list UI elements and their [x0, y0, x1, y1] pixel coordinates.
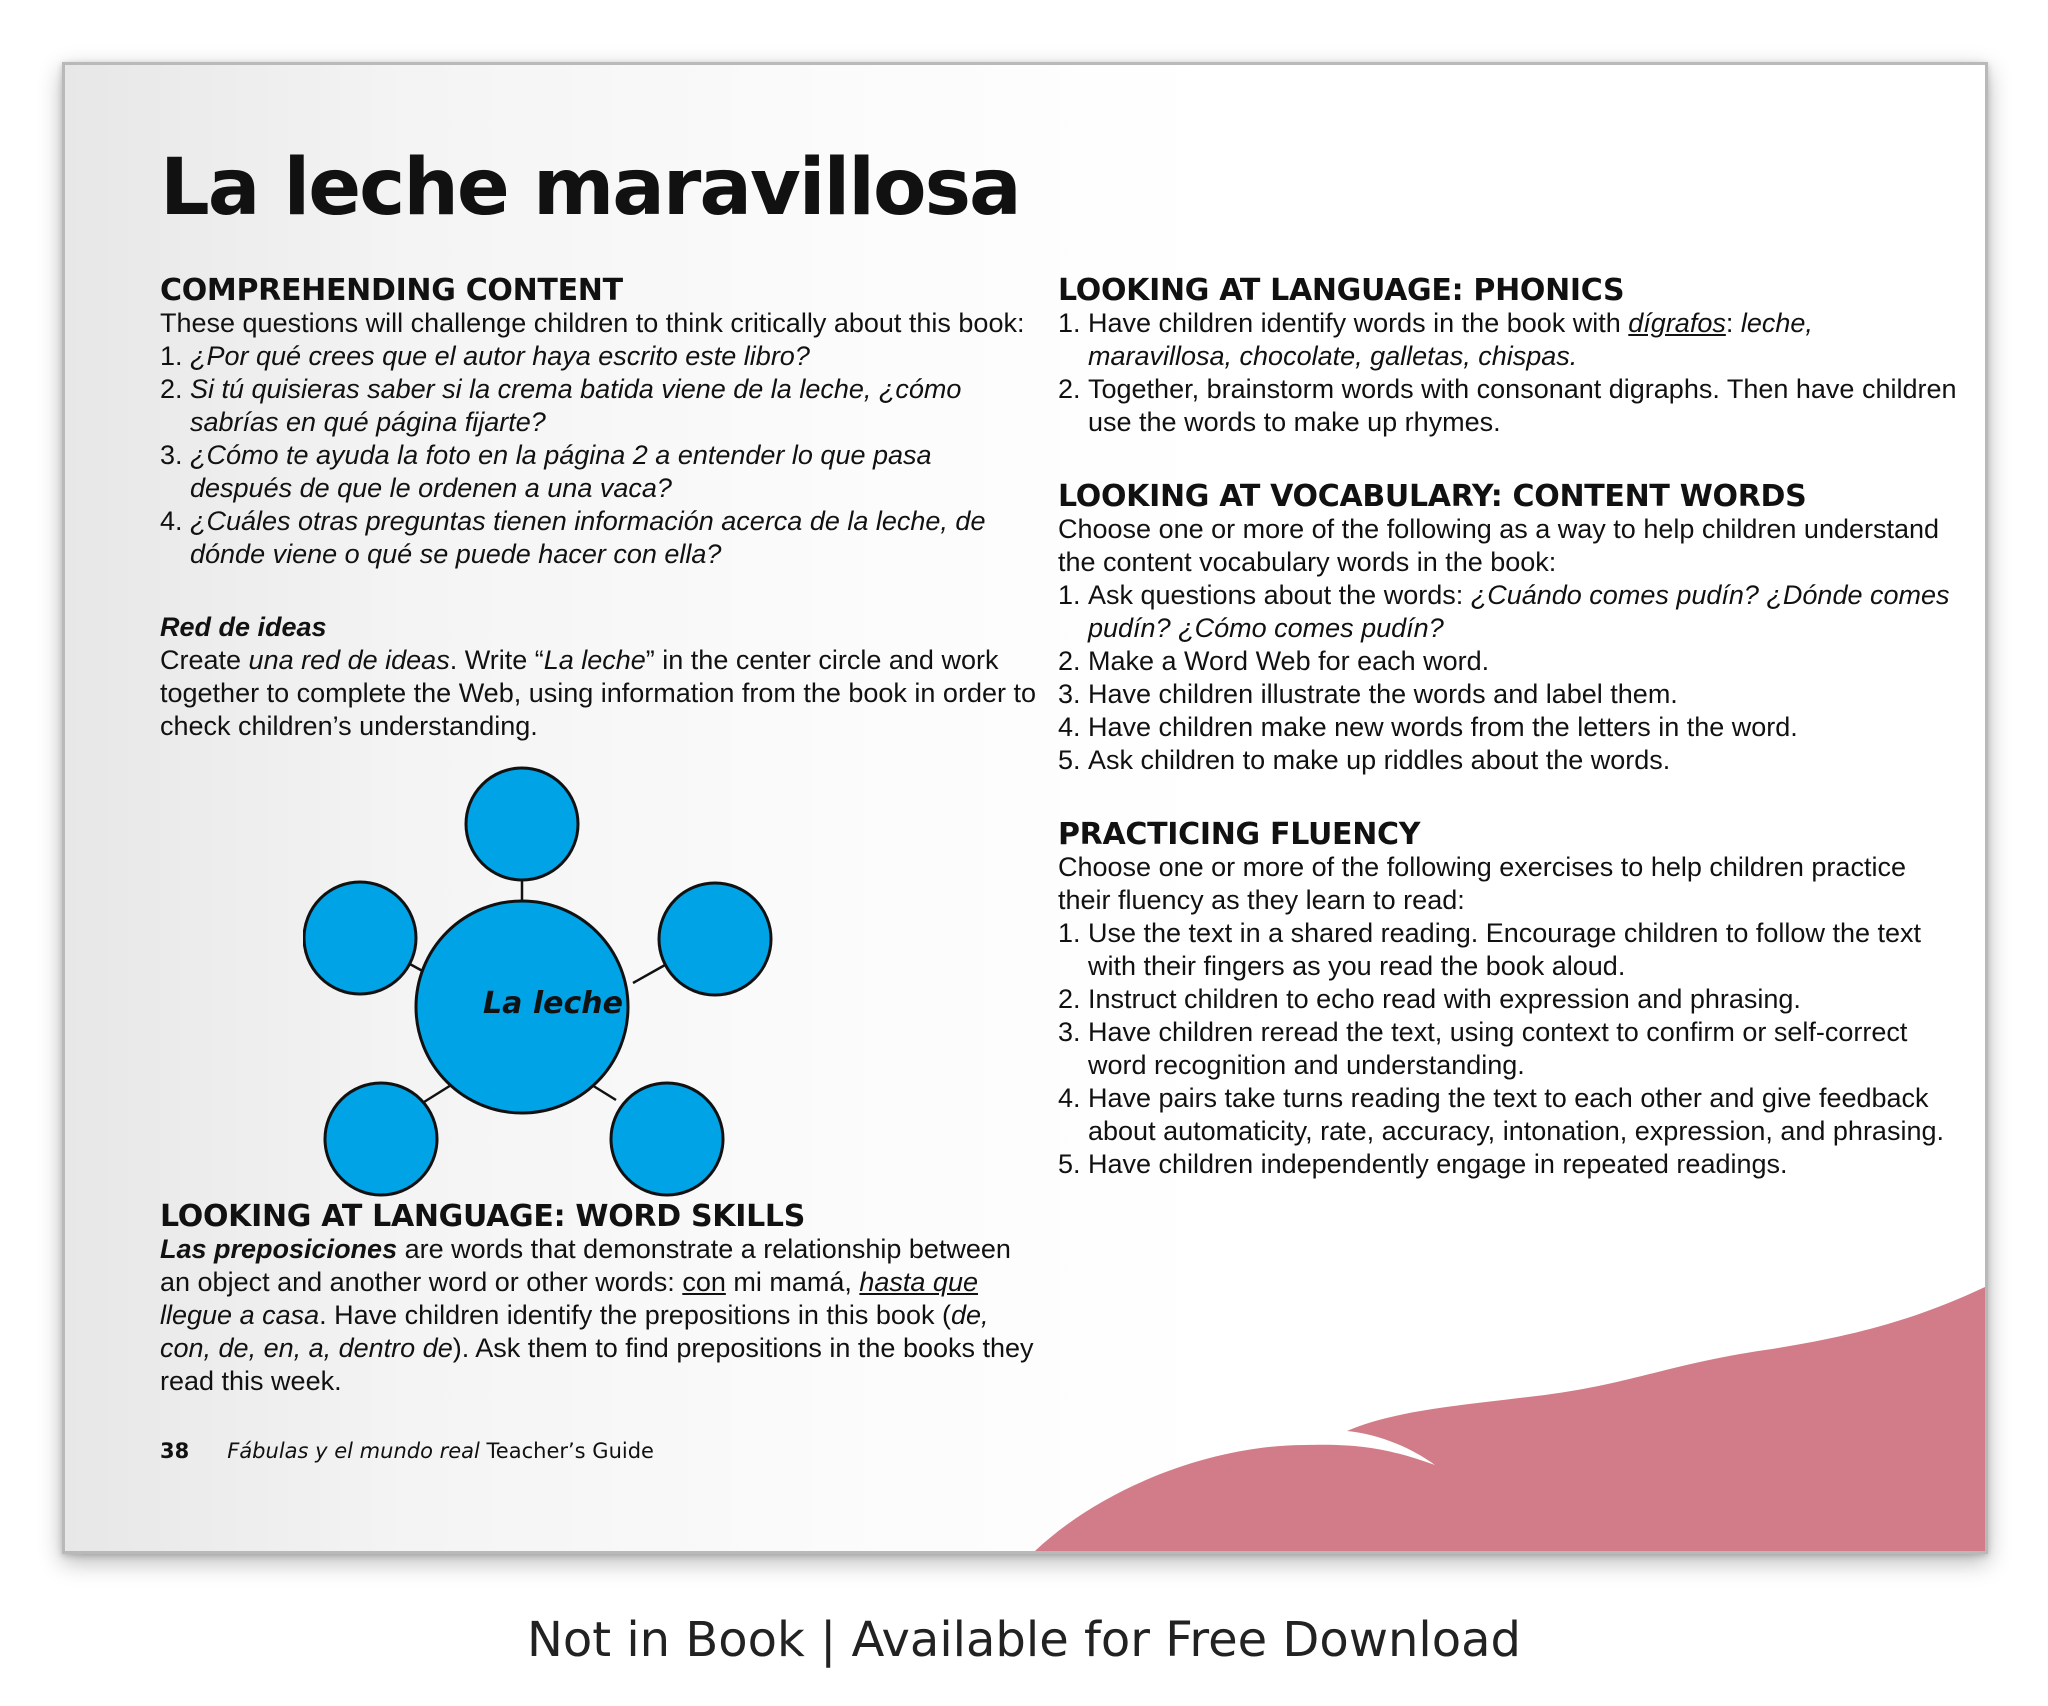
phonics-heading: LOOKING AT LANGUAGE: PHONICS	[1058, 273, 1625, 308]
vocabulary-heading: LOOKING AT VOCABULARY: CONTENT WORDS	[1058, 479, 1807, 514]
web-connector	[633, 965, 665, 983]
list-item: 4. Have pairs take turns reading the text to each other and give feedback about automaticity, rate, accuracy, intonation, expression, and phrasing.	[1058, 1083, 1944, 1146]
word-skills-section	[160, 1199, 1040, 1398]
word-skills-heading: LOOKING AT LANGUAGE: WORD SKILLS	[160, 1199, 806, 1234]
page-number: 38	[160, 1439, 190, 1463]
fluency-intro: Choose one or more of the following exercises to help children practice their fluency as they learn to read:	[1058, 852, 1906, 915]
list-item: 1. ¿Por qué crees que el autor haya escrito este libro?	[160, 341, 810, 371]
web-outer-circle	[659, 883, 771, 995]
list-item: 3. Have children illustrate the words and label them.	[1058, 679, 1678, 709]
list-item: 2. Instruct children to echo read with expression and phrasing.	[1058, 984, 1801, 1014]
web-outer-circle	[325, 1083, 437, 1195]
list-item: 4. ¿Cuáles otras preguntas tienen información acerca de la leche, de dónde viene o qué se puede hacer con ella?	[160, 506, 986, 569]
vocabulary-list	[1058, 579, 1958, 777]
list-item: 1. Ask questions about the words: ¿Cuándo comes pudín? ¿Dónde comes pudín? ¿Cómo comes pudín?	[1058, 580, 1950, 643]
red-de-ideas-text: Create una red de ideas. Write “La leche” in the center circle and work together to complete the Web, using information from the book in order to check children’s understanding.	[160, 645, 1036, 741]
guide-page	[62, 62, 1988, 1554]
list-item: 5. Have children independently engage in repeated readings.	[1058, 1149, 1788, 1179]
red-de-ideas-heading: Red de ideas	[160, 612, 327, 642]
web-outer-circle	[466, 768, 578, 880]
list-item: 2. Together, brainstorm words with consonant digraphs. Then have children use the words to make up rhymes.	[1058, 374, 1957, 437]
guide-label: Teacher’s Guide	[479, 1439, 654, 1463]
list-item: 4. Have children make new words from the letters in the word.	[1058, 712, 1798, 742]
web-outer-circle	[304, 882, 416, 994]
web-outer-circle	[611, 1083, 723, 1195]
list-item: 2. Si tú quisieras saber si la crema batida viene de la leche, ¿cómo sabrías en qué página fijarte?	[160, 374, 962, 437]
wave-shape	[1035, 1287, 1985, 1551]
list-item: 3. ¿Cómo te ayuda la foto en la página 2 a entender lo que pasa después de que le ordenen a una vaca?	[160, 440, 932, 503]
page-footer	[160, 1439, 654, 1463]
list-item: 2. Make a Word Web for each word.	[1058, 646, 1490, 676]
phonics-list	[1058, 307, 1958, 439]
download-banner: Not in Book | Available for Free Download	[526, 1612, 1521, 1668]
comprehending-intro: These questions will challenge children to think critically about this book:	[160, 308, 1025, 338]
comprehending-list	[160, 340, 1040, 571]
word-skills-text: Las preposiciones are words that demonstrate a relationship between an object and another word or other words: con mi mamá, hasta que llegue a casa. Have children identify the prepositions in this book (de, con, de, en, a, dentro de). Ask them to find prepositions in the books they read this week.	[160, 1234, 1034, 1396]
comprehending-heading: COMPREHENDING CONTENT	[160, 273, 623, 308]
fluency-heading: PRACTICING FLUENCY	[1058, 817, 1421, 852]
left-column	[160, 273, 1040, 743]
right-column	[1058, 273, 1958, 1181]
web-center-label: La leche	[483, 986, 623, 1021]
list-item: 5. Ask children to make up riddles about the words.	[1058, 745, 1671, 775]
list-item: 1. Have children identify words in the book with dígrafos: leche, maravillosa, chocolate, galletas, chispas.	[1058, 308, 1813, 371]
fluency-list	[1058, 917, 1958, 1181]
list-item: 3. Have children reread the text, using context to confirm or self-correct word recognition and understanding.	[1058, 1017, 1908, 1080]
series-title: Fábulas y el mundo real	[227, 1439, 480, 1463]
page-title: La leche maravillosa	[160, 143, 1020, 233]
vocabulary-intro: Choose one or more of the following as a way to help children understand the content vocabulary words in the book:	[1058, 514, 1940, 577]
list-item: 1. Use the text in a shared reading. Encourage children to follow the text with their fingers as you read the book aloud.	[1058, 918, 1921, 981]
